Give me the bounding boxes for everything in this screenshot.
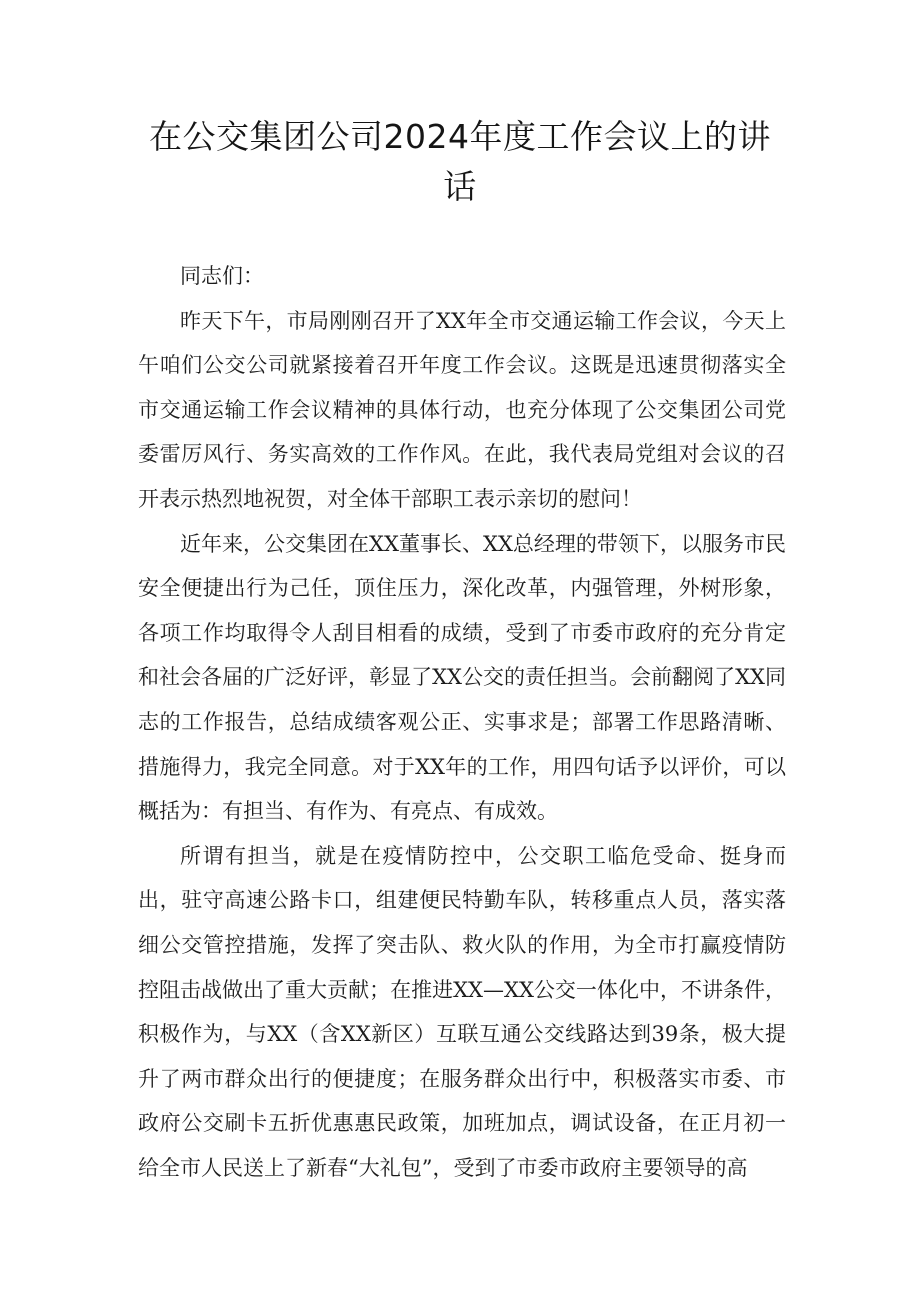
document-title: 在公交集团公司2024年度工作会议上的讲话 (149, 117, 771, 206)
paragraph: 昨天下午，市局刚刚召开了XX年全市交通运输工作会议，今天上午咱们公交公司就紧接着召开年度工作会议。这既是迅速贯彻落实全市交通运输工作会议精神的具体行动，也充分体现了公交集团公司党委雷厉风行、务实高效的工作作风。在此，我代表局党组对会议的召开表示热烈地祝贺，对全体干部职工表示亲切的慰问！ (138, 308, 786, 511)
salutation: 同志们： (180, 264, 264, 288)
paragraph: 所谓有担当，就是在疫情防控中，公交职工临危受命、挺身而出，驻守高速公路卡口，组建便民特勤车队，转移重点人员，落实落细公交管控措施，发挥了突击队、救火队的作用，为全市打赢疫情防控阻击战做出了重大贡献；在推进XX—XX公交一体化中，不讲条件，积极作为，与XX（含XX新区）互联互通公交线路达到39条，极大提升了两市群众出行的便捷度；在服务群众出行中，积极落实市委、市政府公交刷卡五折优惠惠民政策，加班加点，调试设备，在正月初一给全市人民送上了新春“大礼包”，受到了市委市政府主要领导的高 (138, 843, 786, 1180)
document-body (138, 254, 786, 1190)
paragraph: 近年来，公交集团在XX董事长、XX总经理的带领下，以服务市民安全便捷出行为己任，顶住压力，深化改革，内强管理，外树形象，各项工作均取得令人刮目相看的成绩，受到了市委市政府的充分肯定和社会各届的广泛好评，彰显了XX公交的责任担当。会前翻阅了XX同志的工作报告，总结成绩客观公正、实事求是；部署工作思路清晰、措施得力，我完全同意。对于XX年的工作，用四句话予以评价，可以概括为：有担当、有作为、有亮点、有成效。 (138, 531, 786, 824)
